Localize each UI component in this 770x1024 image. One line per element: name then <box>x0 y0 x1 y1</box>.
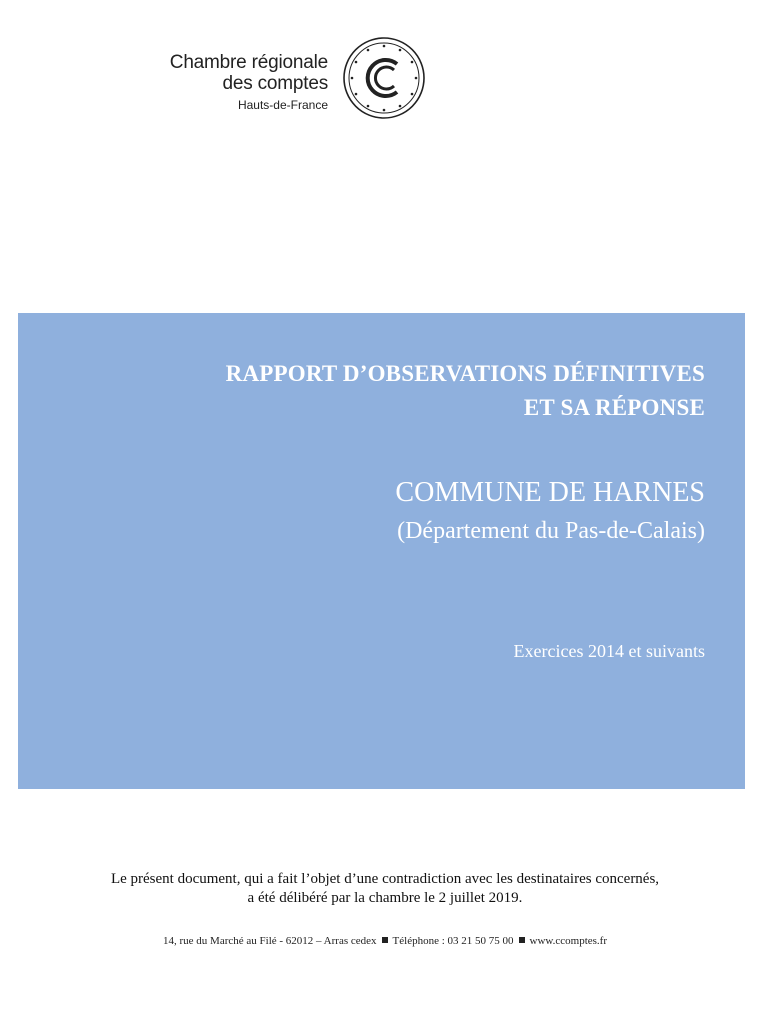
footer-phone: Téléphone : 03 21 50 75 00 <box>392 935 514 947</box>
ccomptes-seal-icon <box>342 36 426 120</box>
deliberation-line1: Le présent document, qui a fait l’objet d’une contradiction avec les destinataires concernés, <box>110 871 660 887</box>
org-name-line2: des comptes <box>222 73 328 94</box>
exercices-period: Exercices 2014 et suivants <box>513 641 705 661</box>
report-banner <box>18 313 745 789</box>
report-title-line1: RAPPORT D’OBSERVATIONS DÉFINITIVES <box>225 361 705 386</box>
report-title <box>226 357 705 425</box>
square-bullet-icon <box>519 937 525 943</box>
footer-address: 14, rue du Marché au Filé - 62012 – Arras cedex <box>163 935 377 947</box>
footer-contact <box>0 934 770 948</box>
commune-name: COMMUNE DE HARNES <box>395 477 705 508</box>
square-bullet-icon <box>382 937 388 943</box>
org-name-line1: Chambre régionale <box>169 52 328 73</box>
deliberation-line2: a été délibéré par la chambre le 2 juillet 2019. <box>247 890 523 906</box>
org-region: Hauts-de-France <box>237 98 328 112</box>
departement-name: (Département du Pas-de-Calais) <box>397 518 705 544</box>
footer-website[interactable]: www.ccomptes.fr <box>529 935 607 947</box>
report-title-line2: ET SA RÉPONSE <box>523 395 705 420</box>
deliberation-notice <box>0 870 770 908</box>
org-logo-text <box>170 52 328 113</box>
